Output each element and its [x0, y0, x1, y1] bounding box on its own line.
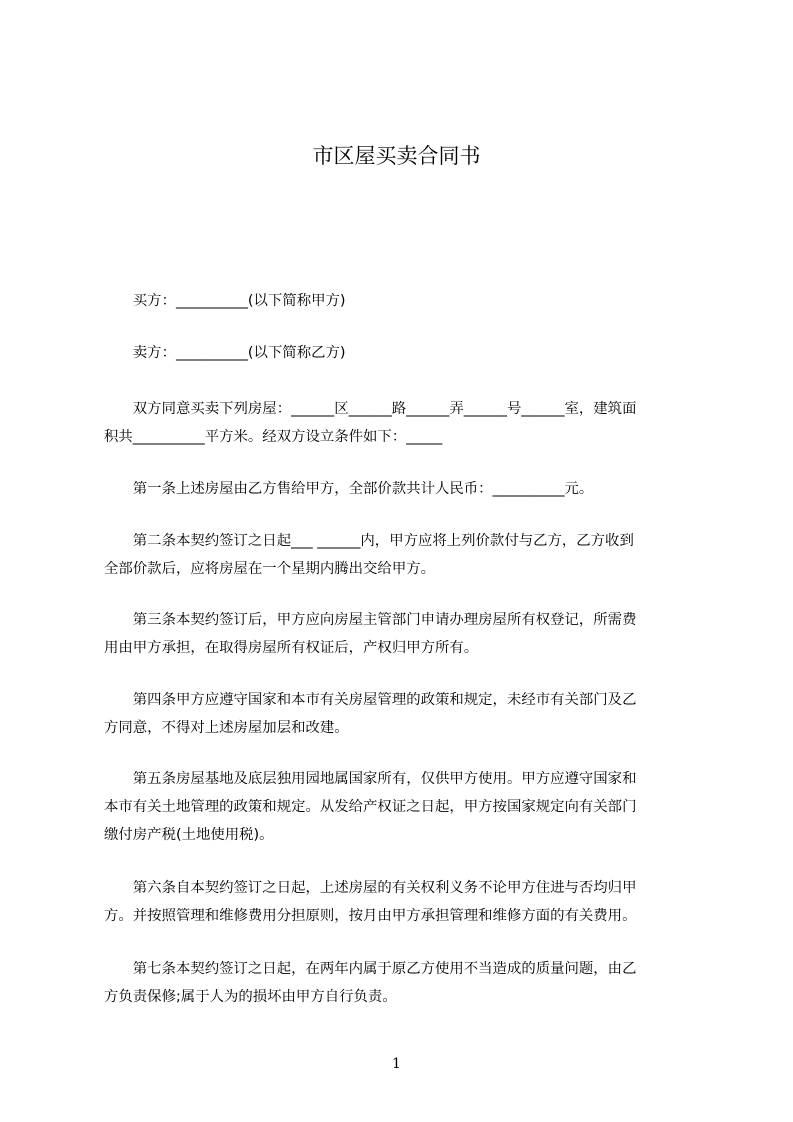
paragraph-line: 第一条上述房屋由乙方售给甲方，全部价款共计人民币：__________元。	[104, 481, 594, 497]
paragraph-line: 全部价款后，应将房屋在一个星期内腾出交给甲方。	[104, 561, 435, 577]
document-title: 市区屋买卖合同书	[312, 144, 481, 168]
article-2	[104, 527, 700, 583]
article-6	[104, 874, 700, 930]
paragraph-line: 积共__________平方米。经双方设立条件如下：_____	[104, 429, 443, 445]
paragraph-line: 第四条甲方应遵守国家和本市有关房屋管理的政策和规定，未经市有关部门及乙	[104, 692, 637, 708]
article-1	[104, 475, 700, 503]
seller-line	[104, 339, 700, 367]
paragraph-line: 第七条本契约签订之日起，在两年内属于原乙方使用不当造成的质量问题，由乙	[104, 961, 637, 977]
paragraph-line: 方。并按照管理和维修费用分担原则，按月由甲方承担管理和维修方面的有关费用。	[104, 908, 637, 924]
seller-text: 卖方：__________(以下简称乙方)	[104, 345, 346, 361]
article-3	[104, 606, 700, 662]
paragraph-line: 方同意，不得对上述房屋加层和改建。	[104, 720, 349, 736]
article-7	[104, 955, 700, 1011]
article-4	[104, 686, 700, 742]
article-5	[104, 765, 700, 849]
page-number: 1	[392, 1056, 401, 1072]
buyer-text: 买方：__________(以下简称甲方)	[104, 293, 346, 309]
intro-paragraph	[104, 395, 700, 451]
paragraph-line: 双方同意买卖下列房屋：______区______路______弄______号______室，建筑面	[104, 401, 637, 417]
paragraph-line: 第五条房屋基地及底层独用园地属国家所有，仅供甲方使用。甲方应遵守国家和	[104, 771, 637, 787]
paragraph-line: 第二条本契约签订之日起___ ______内，甲方应将上列价款付与乙方，乙方收到	[104, 533, 634, 549]
paragraph-line: 用由甲方承担，在取得房屋所有权证后，产权归甲方所有。	[104, 640, 479, 656]
paragraph-line: 缴付房产税(土地使用税)。	[104, 827, 274, 843]
paragraph-line: 第六条自本契约签订之日起，上述房屋的有关权利义务不论甲方住进与否均归甲	[104, 880, 637, 896]
paragraph-line: 本市有关土地管理的政策和规定。从发给产权证之日起，甲方按国家规定向有关部门	[104, 799, 637, 815]
buyer-line	[104, 287, 700, 315]
paragraph-line: 第三条本契约签订后，甲方应向房屋主管部门申请办理房屋所有权登记，所需费	[104, 612, 637, 628]
paragraph-line: 方负责保修;属于人为的损坏由甲方自行负责。	[104, 989, 397, 1005]
